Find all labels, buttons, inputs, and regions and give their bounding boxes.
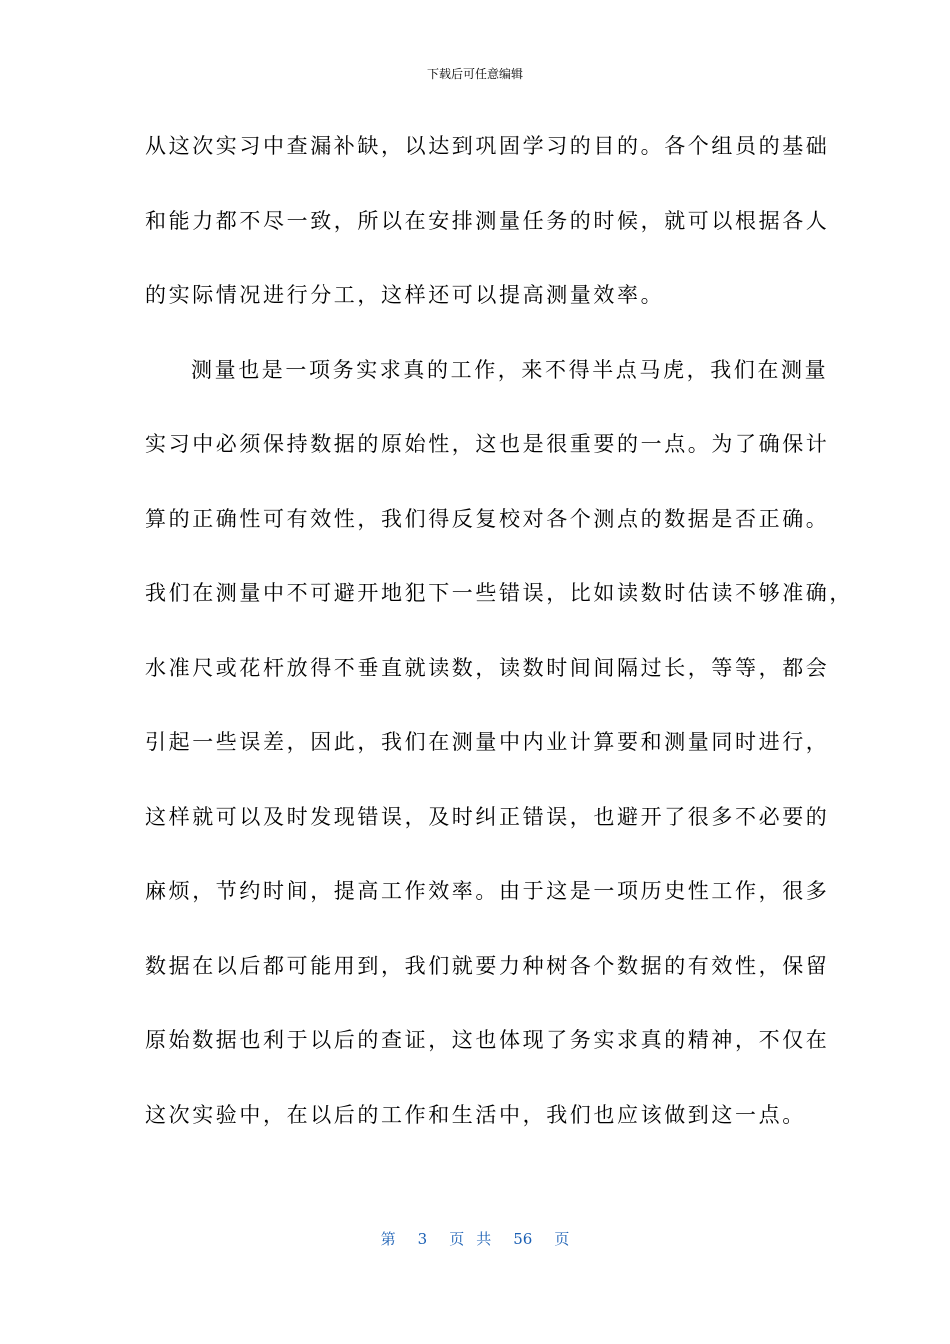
text-line-4: 测量也是一项务实求真的工作，来不得半点马虎，我们在测量 xyxy=(191,357,829,382)
footer-total-label: 共 xyxy=(476,1230,492,1248)
text-line-11: 麻烦，节约时间，提高工作效率。由于这是一项历史性工作，很多 xyxy=(145,879,830,903)
text-line-9: 引起一些误差，因此，我们在测量中内业计算要和测量同时进行， xyxy=(145,730,830,754)
header-text: 下载后可任意编辑 xyxy=(426,67,523,81)
text-line-10: 这样就可以及时发现错误，及时纠正错误，也避开了很多不必要的 xyxy=(145,804,830,829)
page-footer xyxy=(0,1229,950,1249)
text-line-3: 的实际情况进行分工，这样还可以提高测量效率。 xyxy=(145,283,665,307)
text-line-12: 数据在以后都可能用到，我们就要力种树各个数据的有效性，保留 xyxy=(145,953,830,978)
text-line-13: 原始数据也利于以后的查证，这也体现了务实求真的精神，不仅在 xyxy=(145,1028,830,1052)
document-body xyxy=(145,124,853,1167)
text-line-1: 从这次实习中查漏补缺，以达到巩固学习的目的。各个组员的基础 xyxy=(145,134,830,158)
footer-total-pages: 56 xyxy=(513,1230,533,1248)
footer-page-number: 3 xyxy=(417,1230,428,1248)
text-line-8: 水准尺或花杆放得不垂直就读数，读数时间间隔过长，等等，都会 xyxy=(145,655,830,680)
footer-page-unit: 页 xyxy=(449,1230,465,1248)
text-line-7: 我们在测量中不可避开地犯下一些错误，比如读数时估读不够准确， xyxy=(145,581,853,605)
text-line-5: 实习中必须保持数据的原始性，这也是很重要的一点。为了确保计 xyxy=(145,432,830,456)
text-line-6: 算的正确性可有效性，我们得反复校对各个测点的数据是否正确。 xyxy=(145,506,830,531)
page-header xyxy=(0,66,950,82)
text-line-2: 和能力都不尽一致，所以在安排测量任务的时候，就可以根据各人 xyxy=(145,208,830,233)
text-line-14: 这次实验中，在以后的工作和生活中，我们也应该做到这一点。 xyxy=(145,1102,806,1127)
footer-total-unit: 页 xyxy=(554,1230,570,1248)
footer-page-label: 第 xyxy=(380,1230,396,1248)
